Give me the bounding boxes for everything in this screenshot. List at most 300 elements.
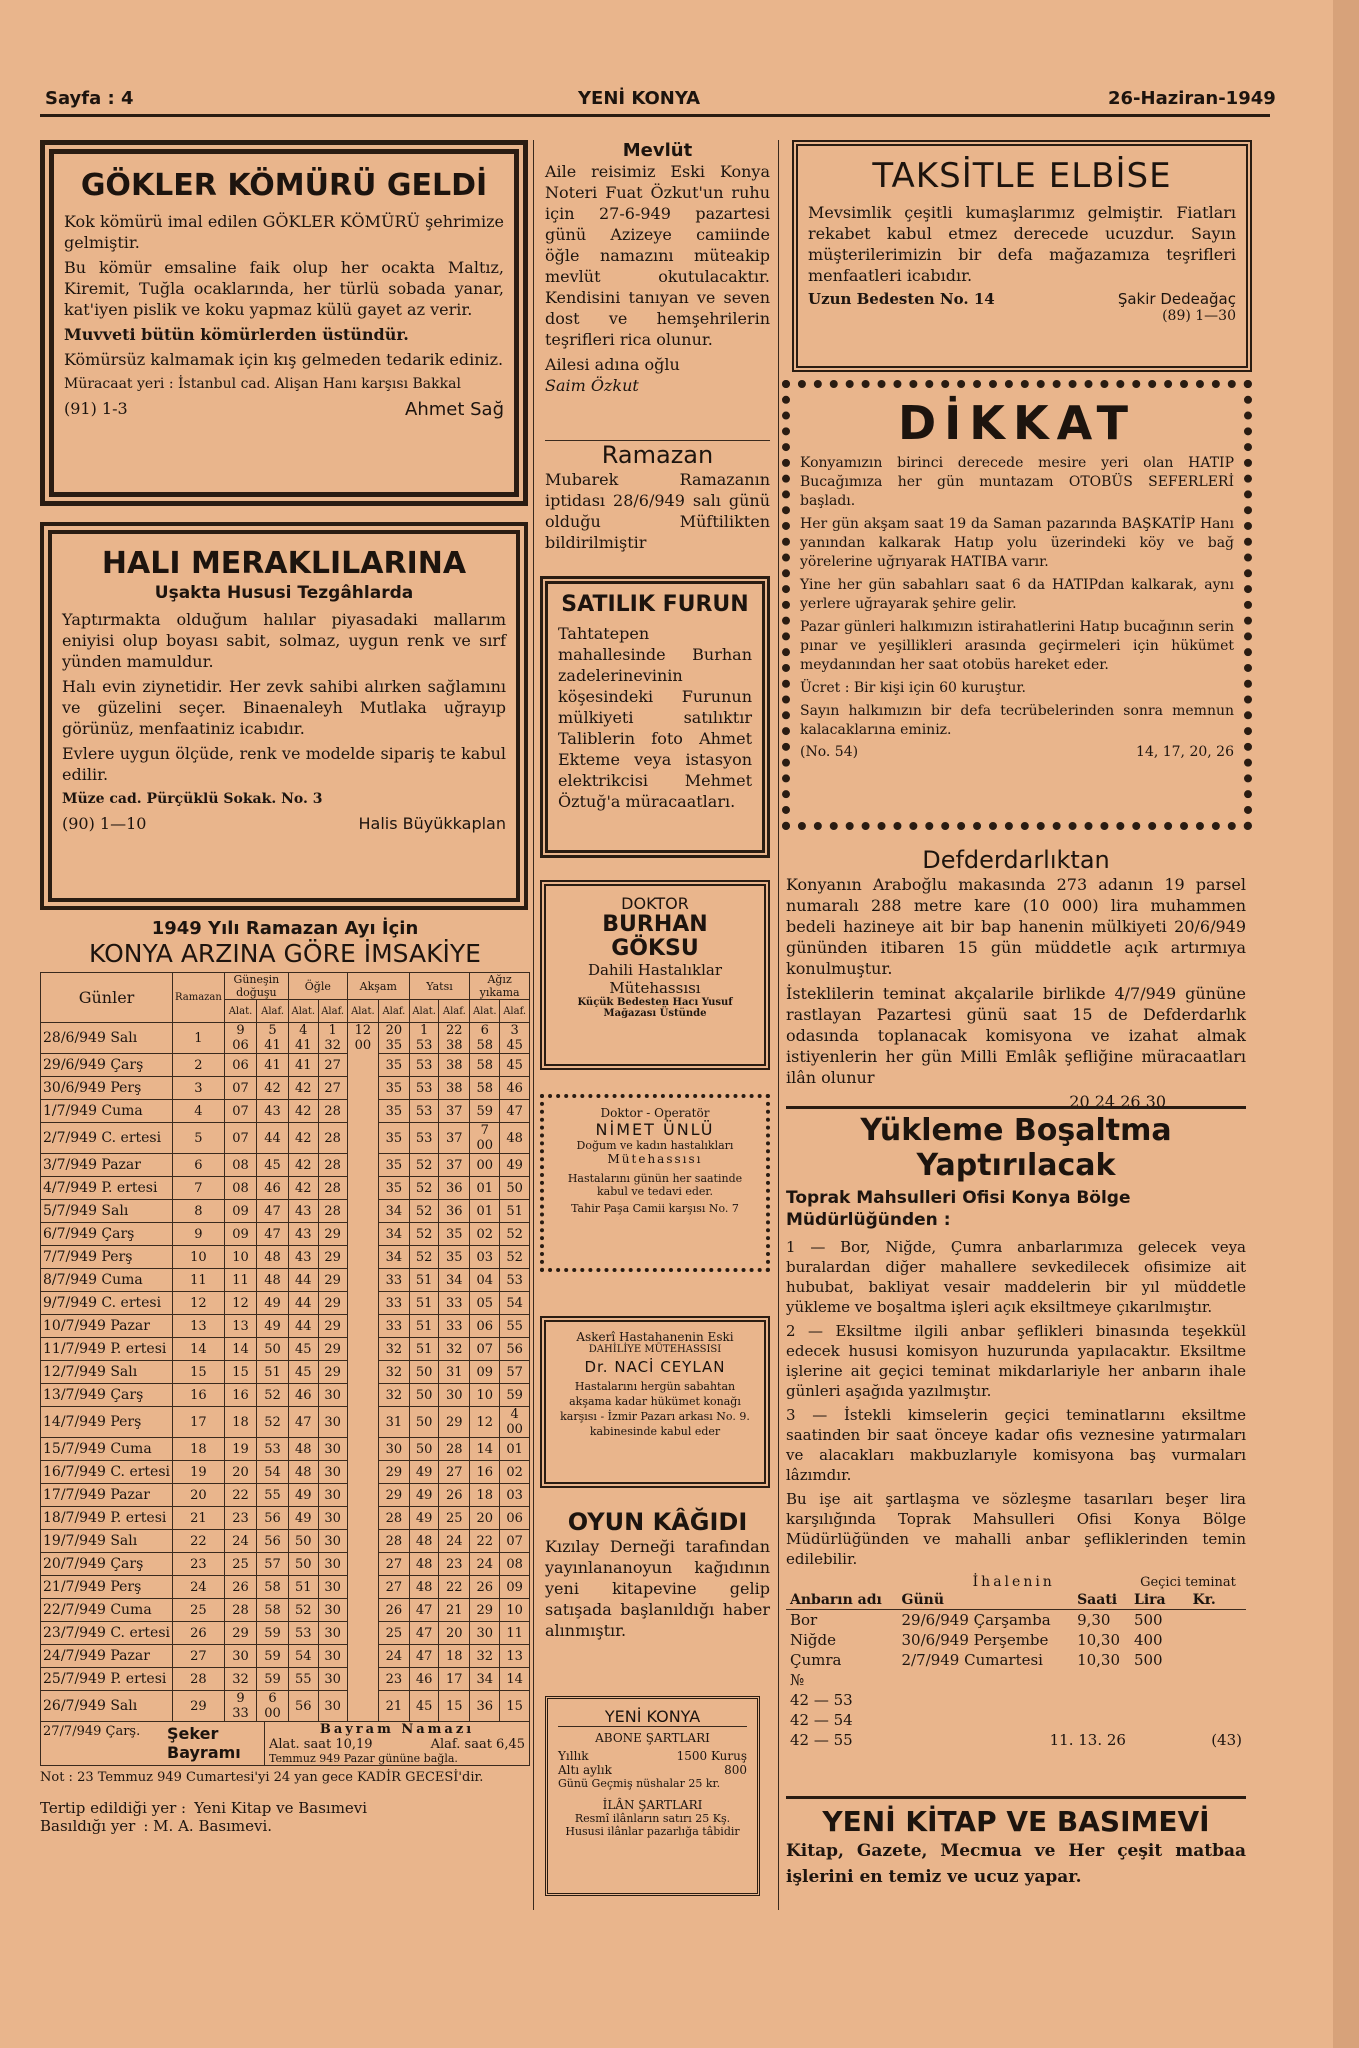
time-cell: 02 (500, 1461, 530, 1484)
time-cell: 32 (439, 1338, 470, 1361)
time-cell: 51 (409, 1315, 439, 1338)
burhan-name-1: BURHAN (602, 912, 708, 937)
time-cell: 15 (173, 1361, 225, 1384)
table-row (41, 1645, 530, 1668)
time-cell: 47 (409, 1622, 439, 1645)
time-cell: 50 (288, 1530, 318, 1553)
time-cell: 42 (288, 1077, 318, 1100)
time-cell: 50 (409, 1438, 439, 1461)
time-cell: 49 (288, 1484, 318, 1507)
time-cell: 09 (224, 1200, 256, 1223)
imsakiye-table (40, 972, 530, 1722)
time-cell: 27 (439, 1461, 470, 1484)
gokler-address: Müracaat yeri : İstanbul cad. Alişan Hanı karşısı Bakkal (64, 376, 461, 392)
time-cell: 09 (224, 1223, 256, 1246)
time-cell: 13 (224, 1315, 256, 1338)
no-label: № (790, 1671, 805, 1689)
table-row (41, 1054, 530, 1077)
day-cell: 8/7/949 Cuma (41, 1269, 173, 1292)
time-cell: 59 (470, 1100, 500, 1123)
table-row (41, 1384, 530, 1407)
newspaper-name: YENİ KONYA (578, 88, 701, 109)
time-cell: 34 (379, 1223, 410, 1246)
time-cell: 52 (500, 1223, 530, 1246)
hali-title: HALI MERAKLILARINA (101, 546, 467, 581)
yukleme-sub: Toprak Mahsulleri Ofisi Konya Bölge Müdürlüğünden : (786, 1188, 1131, 1230)
time-cell: 29 (318, 1246, 347, 1269)
ihale-cell: Niğde (790, 1631, 837, 1649)
table-row (41, 1599, 530, 1622)
hali-address: Müze cad. Pürçüklü Sokak. No. 3 (62, 791, 323, 807)
time-cell: 26 (224, 1576, 256, 1599)
time-cell: 42 (288, 1100, 318, 1123)
time-cell: 05 (470, 1292, 500, 1315)
tertip-value: Yeni Kitap ve Basımevi (194, 1799, 368, 1817)
time-cell: 07 (500, 1530, 530, 1553)
taksit-ad (792, 140, 1252, 372)
day-cell: 29/6/949 Çarş (41, 1054, 173, 1077)
ihale-cell: 400 (1133, 1631, 1163, 1649)
time-cell: 9 (173, 1223, 225, 1246)
time-cell: 45 (288, 1338, 318, 1361)
time-cell: 26 (470, 1576, 500, 1599)
gokler-title: GÖKLER KÖMÜRÜ GELDİ (80, 168, 488, 203)
time-cell: 29 (224, 1622, 256, 1645)
time-cell: 22 (224, 1484, 256, 1507)
col-days: Günler (41, 973, 173, 1023)
time-cell: 10 (173, 1246, 225, 1269)
time-cell: 32 (470, 1645, 500, 1668)
nimet-mut: Mütehassısı (607, 1152, 703, 1166)
time-cell: 35 (379, 1077, 410, 1100)
time-cell: 18 (224, 1407, 256, 1438)
time-cell: 34 (470, 1668, 500, 1691)
time-cell: 33 (439, 1315, 470, 1338)
time-cell: 20 (224, 1461, 256, 1484)
day-cell: 24/7/949 Pazar (41, 1645, 173, 1668)
time-cell: 18 (439, 1645, 470, 1668)
time-cell: 12 (470, 1407, 500, 1438)
time-cell: 07 (224, 1077, 256, 1100)
table-row (41, 1553, 530, 1576)
naci-line-2: DAHİLİYE MÜTEHASSISI (588, 1344, 722, 1355)
time-cell: 14 (500, 1668, 530, 1691)
time-cell: 12 00 (347, 1023, 378, 1722)
time-cell: 09 (500, 1576, 530, 1599)
time-cell: 24 (224, 1530, 256, 1553)
time-cell: 51 (288, 1576, 318, 1599)
time-cell: 18 (173, 1438, 225, 1461)
time-cell: 36 (439, 1177, 470, 1200)
kitap-title: YENİ KİTAP VE BASIMEVİ (822, 1805, 1210, 1838)
ihale-cell: 10,30 (1077, 1631, 1121, 1649)
time-cell: 3 45 (500, 1023, 530, 1054)
table-row (41, 1246, 530, 1269)
mevlut-notice (545, 140, 770, 400)
time-cell: 08 (224, 1154, 256, 1177)
time-cell: 28 (318, 1200, 347, 1223)
time-cell: 51 (409, 1292, 439, 1315)
time-cell: 47 (288, 1407, 318, 1438)
time-cell: 17 (439, 1668, 470, 1691)
day-cell: 6/7/949 Çarş (41, 1223, 173, 1246)
time-cell: 9 33 (224, 1691, 256, 1722)
time-cell: 37 (439, 1154, 470, 1177)
time-cell: 24 (173, 1576, 225, 1599)
time-cell: 36 (470, 1691, 500, 1722)
time-cell: 01 (470, 1177, 500, 1200)
col-sub-alat: Alat. (288, 1000, 318, 1023)
table-row (41, 1077, 530, 1100)
col-sub-alaf: Alaf. (439, 1000, 470, 1023)
col-sub-alat: Alat. (347, 1000, 378, 1023)
ihale-cell: 2/7/949 Cumartesi (901, 1651, 1043, 1669)
dikkat-p4: Pazar günleri halkımızın istirahatlerini Hatıp bucağının serin pınar ve yeşillikleri arasında geçirmeleri için hükümet meydanından her saat otobüs hareket eder. (800, 619, 1234, 673)
firin-title: SATILIK FURUN (561, 592, 749, 617)
table-row (41, 1338, 530, 1361)
time-cell: 48 (288, 1438, 318, 1461)
time-cell: 47 (409, 1645, 439, 1668)
time-cell: 4 00 (500, 1407, 530, 1438)
mevlut-sign-2: Saim Özkut (545, 376, 639, 395)
time-cell: 36 (439, 1200, 470, 1223)
time-cell: 55 (500, 1315, 530, 1338)
seker-bayrami: Şeker Bayramı (167, 1724, 241, 1762)
abone-title: YENİ KONYA (558, 1707, 747, 1727)
time-cell: 29 (379, 1484, 410, 1507)
hali-p1: Yaptırmakta olduğum halılar piyasadaki mallarım eniyisi olup boyası sabit, solmaz, uygun renk ve sırf yünden mamuldur. (62, 610, 506, 671)
col-sub-alaf: Alaf. (500, 1000, 530, 1023)
time-cell: 35 (379, 1154, 410, 1177)
time-cell: 30 (318, 1645, 347, 1668)
time-cell: 46 (288, 1384, 318, 1407)
time-cell: 03 (500, 1484, 530, 1507)
hali-p3: Evlere uygun ölçüde, renk ve modelde sipariş te kabul edilir. (62, 744, 506, 784)
yukleme-p2: 2 — Eksiltme ilgili anbar şeflikleri binasında teşekkül edecek hususi komisyon huzurunda yapılacaktır. Eksiltme işlerine ait geçici teminat mikdarlariyle her anbarın ihale günleri aşağıda yazılmıştır. (786, 1322, 1246, 1400)
yukleme-notice (786, 1106, 1246, 1750)
time-cell: 44 (288, 1292, 318, 1315)
time-cell: 52 (409, 1154, 439, 1177)
h-kr: Kr. (1189, 1591, 1246, 1610)
time-cell: 15 (224, 1361, 256, 1384)
time-cell: 21 (439, 1599, 470, 1622)
time-cell: 22 (173, 1530, 225, 1553)
col-ramazan: Ramazan (173, 973, 225, 1023)
day-cell: 11/7/949 P. ertesi (41, 1338, 173, 1361)
time-cell: 28 (318, 1177, 347, 1200)
time-cell: 38 (439, 1077, 470, 1100)
time-cell: 1 (173, 1023, 225, 1054)
time-cell: 33 (439, 1292, 470, 1315)
time-cell: 29 (318, 1361, 347, 1384)
time-cell: 50 (409, 1361, 439, 1384)
time-cell: 30 (318, 1438, 347, 1461)
time-cell: 27 (173, 1645, 225, 1668)
time-cell: 12 (224, 1292, 256, 1315)
time-cell: 42 (257, 1077, 289, 1100)
time-cell: 27 (379, 1553, 410, 1576)
time-cell: 3 (173, 1077, 225, 1100)
time-cell: 9 06 (224, 1023, 256, 1054)
table-row (41, 1691, 530, 1722)
time-cell: 09 (470, 1361, 500, 1384)
mevlut-title: Mevlüt (622, 140, 693, 161)
time-cell: 42 (288, 1177, 318, 1200)
hali-ad (40, 522, 528, 910)
tertip-label: Tertip edildiği yer : (40, 1799, 187, 1817)
time-cell: 34 (439, 1269, 470, 1292)
time-cell: 42 (288, 1123, 318, 1154)
taksit-body: Mevsimlik çeşitli kumaşlarımız gelmiştir. Fiatları rekabet kabul etmez derecede ucuzdur. Sayın müşterilerimizin bir defa mağazamıza teşrifleri menfaatleri icabıdır. (808, 203, 1236, 285)
time-cell: 27 (318, 1054, 347, 1077)
day-cell: 23/7/949 C. ertesi (41, 1622, 173, 1645)
time-cell: 47 (257, 1200, 289, 1223)
gokler-p2: Bu kömür emsaline faik olup her ocakta Maltız, Kiremit, Tuğla ocaklarında, her türlü sobada yanar, kat'iyen pislik ve koku yapmaz külü gayet az verir. (64, 258, 504, 319)
time-cell: 16 (470, 1461, 500, 1484)
time-cell: 46 (500, 1077, 530, 1100)
time-cell: 43 (288, 1246, 318, 1269)
table-row (41, 1177, 530, 1200)
col-sub-alaf: Alaf. (379, 1000, 410, 1023)
time-cell: 29 (173, 1691, 225, 1722)
time-cell: 35 (379, 1123, 410, 1154)
time-cell: 49 (409, 1461, 439, 1484)
time-cell: 52 (409, 1177, 439, 1200)
day-cell: 7/7/949 Perş (41, 1246, 173, 1269)
col-aksam: Akşam (347, 973, 409, 1000)
time-cell: 35 (439, 1246, 470, 1269)
time-cell: 50 (409, 1407, 439, 1438)
time-cell: 29 (318, 1338, 347, 1361)
bayram-note: Temmuz 949 Pazar gününe bağla. (269, 1752, 458, 1765)
time-cell: 14 (224, 1338, 256, 1361)
abone-r1-value: 1500 Kuruş (676, 1749, 747, 1763)
time-cell: 50 (257, 1338, 289, 1361)
time-cell: 07 (470, 1338, 500, 1361)
ihale-cell-empty (1189, 1630, 1246, 1650)
time-cell: 53 (257, 1438, 289, 1461)
time-cell: 30 (318, 1530, 347, 1553)
ihale-cell-empty (1189, 1610, 1246, 1631)
time-cell: 30 (318, 1461, 347, 1484)
time-cell: 20 35 (379, 1023, 410, 1054)
time-cell: 53 (409, 1077, 439, 1100)
imsakiye (40, 918, 530, 1835)
col-sub-alaf: Alaf. (257, 1000, 289, 1023)
nimet-body: Hastalarını günün her saatinde kabul ve tedavi eder. (567, 1172, 743, 1198)
time-cell: 30 (318, 1691, 347, 1722)
table-row (41, 1223, 530, 1246)
time-cell: 41 (288, 1054, 318, 1077)
time-cell: 33 (379, 1292, 410, 1315)
ilan-body: Resmî ilânların satırı 25 Kş. Hususi ilânlar pazarlığa tâbidir (565, 1812, 740, 1838)
time-cell: 58 (257, 1599, 289, 1622)
abone-r3: Günü Geçmiş nüshalar 25 kr. (558, 1777, 721, 1790)
time-cell: 26 (379, 1599, 410, 1622)
time-cell: 44 (288, 1269, 318, 1292)
imsakiye-title-1: 1949 Yılı Ramazan Ayı İçin (151, 918, 419, 939)
time-cell: 14 (470, 1438, 500, 1461)
ilan-title: İLÂN ŞARTLARI (602, 1798, 703, 1812)
time-cell: 10 (470, 1384, 500, 1407)
hali-name: Halis Büyükkaplan (358, 814, 506, 833)
mevlut-sign-1: Ailesi adına oğlu (545, 355, 680, 374)
table-row (41, 1269, 530, 1292)
dikkat-p6: Sayın halkımızın bir defa tecrübelerinden sonra memnun kalacaklarına eminiz. (800, 703, 1234, 738)
h-lira: Lira (1130, 1591, 1189, 1610)
table-row (41, 1461, 530, 1484)
time-cell: 30 (224, 1645, 256, 1668)
table-row (41, 1023, 530, 1054)
col-sub-alat: Alat. (409, 1000, 439, 1023)
day-cell: 3/7/949 Pazar (41, 1154, 173, 1177)
burhan-addr: Küçük Bedesten Hacı Yusuf Mağazası Üstünde (577, 997, 733, 1019)
ihale-row (786, 1630, 1246, 1650)
time-cell: 29 (379, 1461, 410, 1484)
time-cell: 4 41 (288, 1023, 318, 1054)
time-cell: 47 (409, 1599, 439, 1622)
time-cell: 50 (288, 1553, 318, 1576)
abone-r1-label: Yıllık (558, 1749, 589, 1763)
time-cell: 43 (257, 1100, 289, 1123)
time-cell: 6 00 (257, 1691, 289, 1722)
col-sub-alaf: Alaf. (318, 1000, 347, 1023)
naci-ad (540, 1316, 770, 1488)
time-cell: 43 (288, 1223, 318, 1246)
table-row (41, 1530, 530, 1553)
col-sub-alat: Alat. (224, 1000, 256, 1023)
ihale-row (786, 1650, 1246, 1670)
oyun-title: OYUN KÂĞIDI (567, 1508, 748, 1536)
time-cell: 52 (409, 1246, 439, 1269)
dikkat-title: DİKKAT (898, 396, 1136, 450)
day-cell: 28/6/949 Salı (41, 1023, 173, 1054)
table-row (41, 1200, 530, 1223)
taksit-addr: Uzun Bedesten No. 14 (808, 290, 995, 308)
time-cell: 26 (439, 1484, 470, 1507)
time-cell: 59 (257, 1645, 289, 1668)
time-cell: 28 (224, 1599, 256, 1622)
taksit-ref: (89) 1—30 (1162, 308, 1236, 324)
time-cell: 44 (257, 1123, 289, 1154)
time-cell: 13 (173, 1315, 225, 1338)
basim-label: Basıldığı yer (40, 1817, 136, 1835)
time-cell: 49 (257, 1292, 289, 1315)
time-cell: 23 (379, 1668, 410, 1691)
time-cell: 30 (318, 1668, 347, 1691)
time-cell: 30 (318, 1507, 347, 1530)
time-cell: 4 (173, 1100, 225, 1123)
time-cell: 58 (257, 1576, 289, 1599)
time-cell: 29 (439, 1407, 470, 1438)
table-row (41, 1407, 530, 1438)
time-cell: 29 (470, 1599, 500, 1622)
time-cell: 30 (439, 1384, 470, 1407)
time-cell: 53 (288, 1622, 318, 1645)
oyun-body: Kızılay Derneği tarafından yayınlananoyun kağıdının yeni kitapevine gelip satışada başlanıldığı haber alınmıştır. (545, 1537, 770, 1640)
time-cell: 10 (224, 1246, 256, 1269)
time-cell: 48 (409, 1530, 439, 1553)
col-gunes: Güneşin doğuşu (224, 973, 288, 1000)
time-cell: 32 (379, 1338, 410, 1361)
ihale-cell: 30/6/949 Perşembe (901, 1631, 1049, 1649)
table-row (41, 1576, 530, 1599)
day-cell: 13/7/949 Çarş (41, 1384, 173, 1407)
time-cell: 49 (409, 1507, 439, 1530)
day-cell: 19/7/949 Salı (41, 1530, 173, 1553)
time-cell: 34 (379, 1246, 410, 1269)
gokler-name: Ahmet Sağ (405, 399, 504, 420)
time-cell: 10 (500, 1599, 530, 1622)
table-row (41, 1484, 530, 1507)
time-cell: 54 (288, 1645, 318, 1668)
issue-date: 26-Haziran-1949 (1108, 88, 1276, 109)
day-cell: 30/6/949 Perş (41, 1077, 173, 1100)
column-divider-2 (778, 140, 779, 1910)
time-cell: 54 (500, 1292, 530, 1315)
h-anbar: Anbarın adı (786, 1591, 898, 1610)
time-cell: 25 (173, 1599, 225, 1622)
time-cell: 52 (257, 1384, 289, 1407)
time-cell: 22 (439, 1576, 470, 1599)
time-cell: 07 (224, 1123, 256, 1154)
hali-ref: (90) 1—10 (62, 814, 147, 833)
time-cell: 35 (379, 1100, 410, 1123)
time-cell: 18 (470, 1484, 500, 1507)
time-cell: 35 (379, 1054, 410, 1077)
time-cell: 31 (439, 1361, 470, 1384)
time-cell: 25 (439, 1507, 470, 1530)
h-ihale: İhalenin (972, 1574, 1055, 1590)
day-cell: 20/7/949 Çarş (41, 1553, 173, 1576)
time-cell: 15 (500, 1691, 530, 1722)
nimet-ad (540, 1094, 770, 1272)
time-cell: 23 (439, 1553, 470, 1576)
page-number: Sayfa : 4 (45, 88, 134, 109)
time-cell: 52 (288, 1599, 318, 1622)
time-cell: 21 (379, 1691, 410, 1722)
day-cell: 26/7/949 Salı (41, 1691, 173, 1722)
day-cell: 5/7/949 Salı (41, 1200, 173, 1223)
time-cell: 51 (409, 1269, 439, 1292)
time-cell: 28 (379, 1507, 410, 1530)
table-row (41, 1507, 530, 1530)
ihale-cell: 500 (1133, 1611, 1163, 1629)
page-edge-shadow (1333, 0, 1359, 2048)
time-cell: 53 (409, 1123, 439, 1154)
basim-value: : M. A. Basımevi. (143, 1817, 273, 1835)
defterdar-dates: 20 24 26 30 (1069, 1092, 1166, 1111)
time-cell: 06 (500, 1507, 530, 1530)
time-cell: 24 (379, 1645, 410, 1668)
time-cell: 22 38 (439, 1023, 470, 1054)
time-cell: 03 (470, 1246, 500, 1269)
col-ogle: Öğle (288, 973, 347, 1000)
taksit-name: Şakir Dedeağaç (1117, 290, 1236, 308)
ihale-cell-empty (1189, 1650, 1246, 1670)
naci-name: Dr. NACİ CEYLAN (584, 1358, 726, 1376)
time-cell: 55 (257, 1484, 289, 1507)
time-cell: 29 (318, 1269, 347, 1292)
imsakiye-note: Not : 23 Temmuz 949 Cumartesi'yi 24 yan gece KADİR GECESİ'dir. (40, 1770, 484, 1785)
yukleme-dates: 11. 13. 26 (1049, 1731, 1126, 1749)
time-cell: 6 58 (470, 1023, 500, 1054)
h-gecici: Geçici teminat (1140, 1574, 1236, 1590)
ihale-cell: 500 (1133, 1651, 1163, 1669)
burhan-mut: Mütehassısı (609, 979, 701, 997)
table-row (41, 1361, 530, 1384)
time-cell: 30 (318, 1407, 347, 1438)
